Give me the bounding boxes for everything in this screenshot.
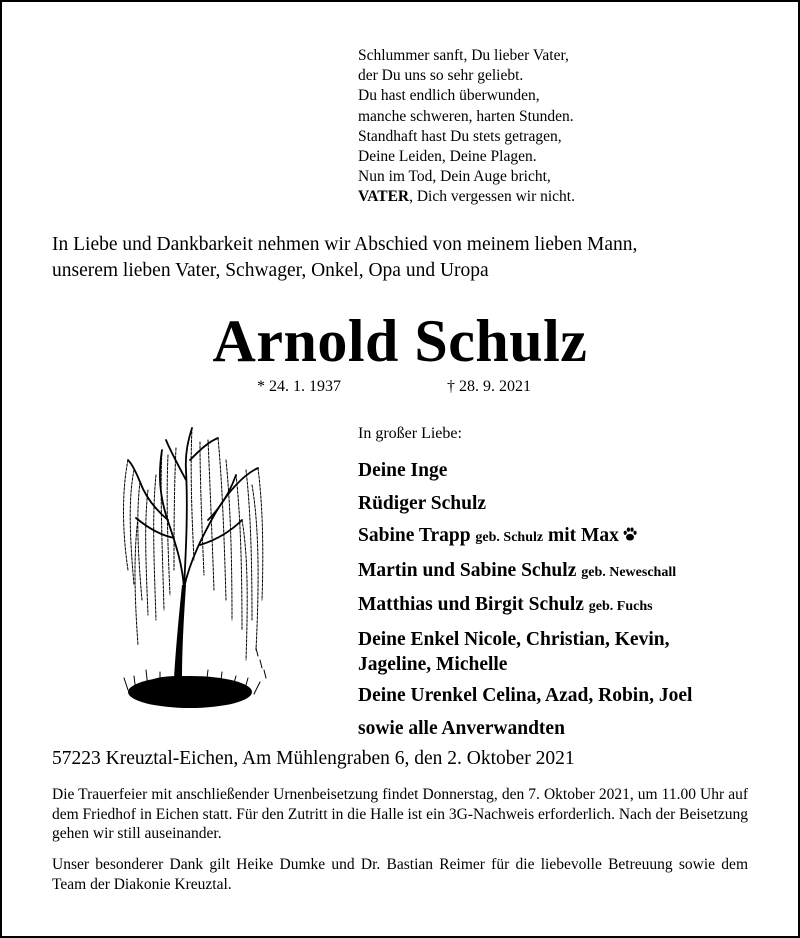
poem-line: Nun im Tod, Dein Auge bricht, (358, 168, 551, 186)
mourner-line: Jageline, Michelle (358, 654, 508, 675)
poem-line: Du hast endlich überwunden, (358, 87, 540, 105)
poem-line: manche schweren, harten Stunden. (358, 107, 574, 125)
birth-date: * 24. 1. 1937 (257, 378, 341, 395)
intro-line: unserem lieben Vater, Schwager, Onkel, Opa und Uropa (52, 260, 489, 281)
mourner-name: Matthias und Birgit Schulz (358, 594, 589, 615)
love-line: In großer Liebe: (358, 425, 462, 442)
mourner-line: Deine Urenkel Celina, Azad, Robin, Joel (358, 685, 693, 706)
mourner-line (358, 520, 692, 555)
death-date: † 28. 9. 2021 (447, 378, 531, 395)
mourner-name: Sabine Trapp (358, 525, 476, 546)
intro-text (52, 232, 752, 284)
mourner-line (358, 555, 692, 590)
mourner-line: Rüdiger Schulz (358, 492, 487, 514)
maiden-name: geb. Schulz (475, 530, 544, 545)
mourner-name: Martin und Sabine Schulz (358, 559, 582, 581)
poem-line (358, 187, 575, 207)
funeral-info: Die Trauerfeier mit anschließender Urnenbeisetzung findet Donnerstag, den 7. Oktober 2021, um 11.00 Uhr auf dem Friedhof in Eichen statt. Für den Zutritt in die Halle ist ein 3G-Nachweis erforderlich. Nach der Beisetzung gehen wir still auseinander. (52, 786, 749, 842)
poem-emphasis: VATER (358, 188, 410, 206)
deceased-name: Arnold Schulz (212, 308, 588, 374)
mourner-line (358, 589, 692, 624)
poem-line-end: , Dich vergessen wir nicht. (409, 188, 575, 206)
address-line: 57223 Kreuztal-Eichen, Am Mühlengraben 6, den 2. Oktober 2021 (52, 748, 575, 769)
thanks-text: Unser besonderer Dank gilt Heike Dumke und Dr. Bastian Reimer für die liebevolle Betreuung sowie dem Team der Diakonie Kreuztal. (52, 856, 748, 893)
poem-line: der Du uns so sehr geliebt. (358, 67, 524, 85)
poem-line: Schlummer sanft, Du lieber Vater, (358, 47, 569, 64)
maiden-name: geb. Neweschall (581, 564, 677, 580)
mourners-list (358, 455, 692, 745)
mourner-line: sowie alle Anverwandten (358, 717, 565, 739)
poem (358, 46, 575, 208)
mourner-name-cont: mit Max (543, 525, 619, 546)
weeping-willow-icon (108, 420, 278, 720)
mourner-line: Deine Inge (358, 460, 448, 481)
intro-line: In Liebe und Dankbarkeit nehmen wir Abschied von meinem lieben Mann, (52, 234, 638, 255)
poem-line: Standhaft hast Du stets getragen, (358, 127, 562, 145)
paw-icon (622, 526, 638, 542)
poem-line: Deine Leiden, Deine Plagen. (358, 148, 537, 166)
mourner-line: Deine Enkel Nicole, Christian, Kevin, (358, 628, 670, 650)
maiden-name: geb. Fuchs (588, 599, 653, 614)
